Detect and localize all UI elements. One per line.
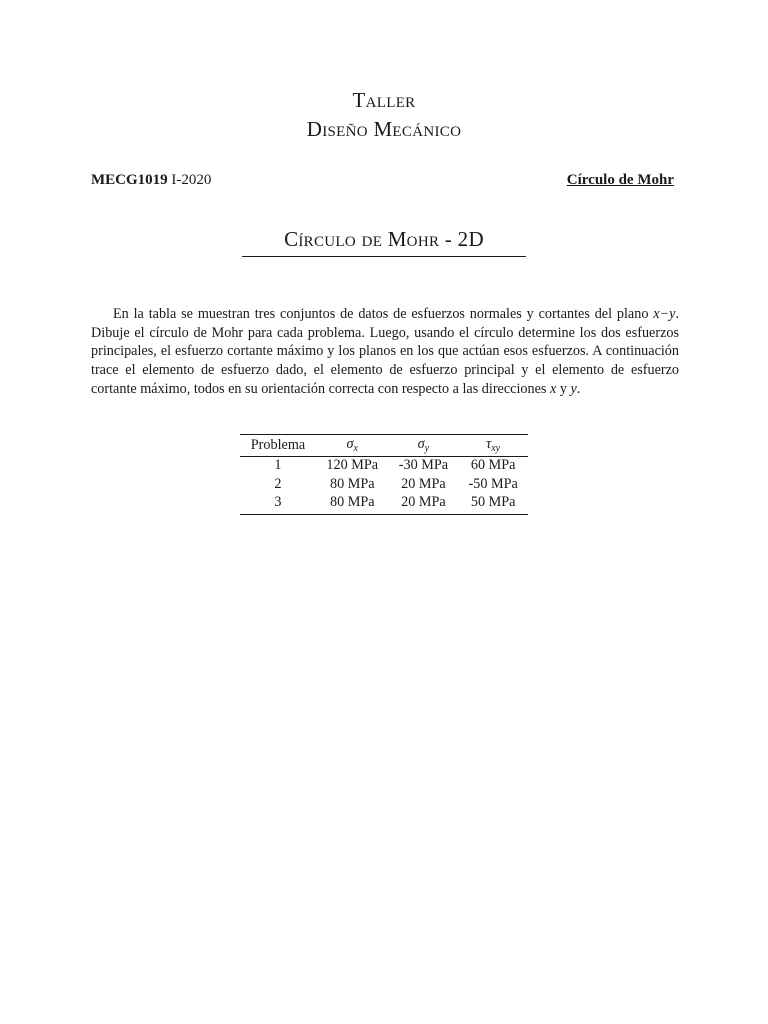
- paragraph-text-2: . Dibuje el círculo de Mohr para cada problema. Luego, usando el círculo determine los dos esfuerzos principales, el esfuerzo cortante máximo y los planos en los que actúan esos esfuerzos. A continuación trace el elemento de esfuerzo dado, el elemento de esfuerzo principal y el elemento de esfuerzo cortante máximo, todos en su orientación correcta con respecto a las direcciones: [91, 306, 679, 397]
- var-x: x: [549, 380, 557, 397]
- table-row: [240, 456, 528, 475]
- instructions-paragraph: [91, 305, 679, 398]
- header-sigma-y: $\sigma_y$: [389, 435, 459, 457]
- cell-sigma-y: 20 MPa: [389, 494, 459, 515]
- cell-sigma-y: 20 MPa: [401, 475, 446, 492]
- title-line-1: Taller: [352, 88, 416, 112]
- paragraph-text-1: En la tabla se muestran tres conjuntos de datos de esfuerzos normales y cortantes del plano: [113, 306, 654, 323]
- cell-problem: 2: [274, 475, 282, 492]
- var-y: y: [570, 380, 577, 397]
- var-plane: x−y: [653, 306, 676, 323]
- table-row: [240, 475, 528, 494]
- stress-data-table: [240, 434, 528, 515]
- cell-sigma-x: 80 MPa: [316, 494, 389, 515]
- cell-sigma-y: -30 MPa: [398, 457, 449, 474]
- title-line-2: Diseño Mecánico: [306, 117, 462, 141]
- header-tau-xy: $\tau_{xy}$: [458, 435, 528, 457]
- topic-label: Círculo de Mohr: [566, 172, 674, 188]
- table-row: [240, 494, 528, 515]
- header-sigma-x: $\sigma_x$: [316, 435, 389, 457]
- course-meta-row: [91, 172, 674, 192]
- header-problem: Problema: [240, 435, 316, 457]
- cell-problem: 3: [240, 494, 316, 515]
- course-info: [91, 172, 211, 189]
- cell-tau-xy: 50 MPa: [458, 494, 528, 515]
- paragraph-text-4: .: [576, 380, 581, 397]
- table-header-row: [240, 435, 528, 457]
- paragraph-text-3: y: [556, 380, 571, 397]
- cell-sigma-x: 120 MPa: [326, 457, 379, 474]
- section-title: Círculo de Mohr - 2D: [242, 227, 526, 257]
- course-code: MECG1019: [91, 172, 168, 188]
- course-term: I-2020: [171, 172, 212, 188]
- cell-tau-xy: 60 MPa: [470, 457, 516, 474]
- cell-sigma-x: 80 MPa: [329, 475, 375, 492]
- document-title: [0, 86, 768, 144]
- cell-tau-xy: -50 MPa: [468, 475, 518, 492]
- cell-problem: 1: [274, 457, 282, 474]
